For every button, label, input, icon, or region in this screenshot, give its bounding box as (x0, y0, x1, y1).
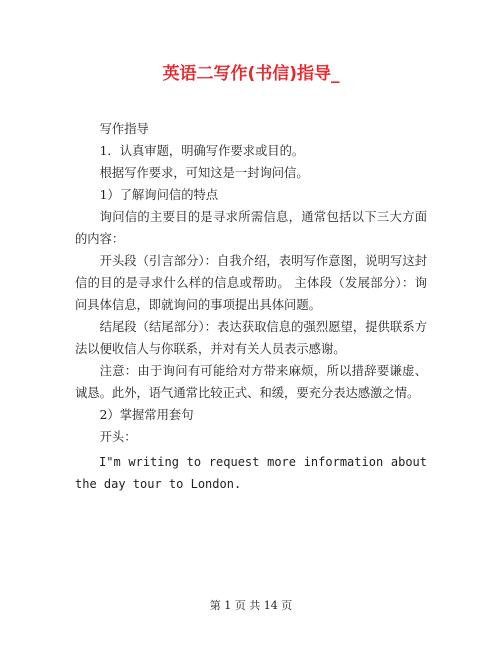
paragraph-step-1: 1．认真审题，明确写作要求或目的。 (99, 144, 305, 158)
paragraph-opening-body: 开头段（引言部分）：自我介绍，表明写作意图，说明写这封信的目的是寻求什么样的信息或帮助。 主体段（发展部分）：询问具体信息，即就询问的事项提出具体问题。 (75, 254, 427, 312)
paragraph-opening-label: 开头： (99, 430, 137, 444)
paragraph-purpose: 询问信的主要目的是寻求所需信息，通常包括以下三大方面的内容： (75, 210, 427, 246)
paragraph-example-sentence: I"m writing to request more information about the day tour to London. (75, 455, 427, 491)
document-body (75, 118, 427, 495)
paragraph-closing: 结尾段（结尾部分）：表达获取信息的强烈愿望，提供联系方法以便收信人与你联系，并对有关人员表示感谢。 (75, 320, 427, 356)
paragraph-writing-guide: 写作指导 (99, 122, 149, 136)
paragraph-heading-features: 1）了解询问信的特点 (99, 188, 219, 202)
paragraph-note: 注意：由于询问有可能给对方带来麻烦，所以措辞要谦虚、诚恳。此外，语气通常比较正式、和缓，要充分表达感激之情。 (75, 364, 427, 400)
paragraph-letter-type: 根据写作要求，可知这是一封询问信。 (99, 166, 309, 180)
document-title: 英语二写作(书信)指导_ (162, 64, 340, 84)
page-footer: 第 1 页 共 14 页 (209, 599, 293, 612)
paragraph-heading-phrases: 2）掌握常用套句 (99, 408, 194, 422)
